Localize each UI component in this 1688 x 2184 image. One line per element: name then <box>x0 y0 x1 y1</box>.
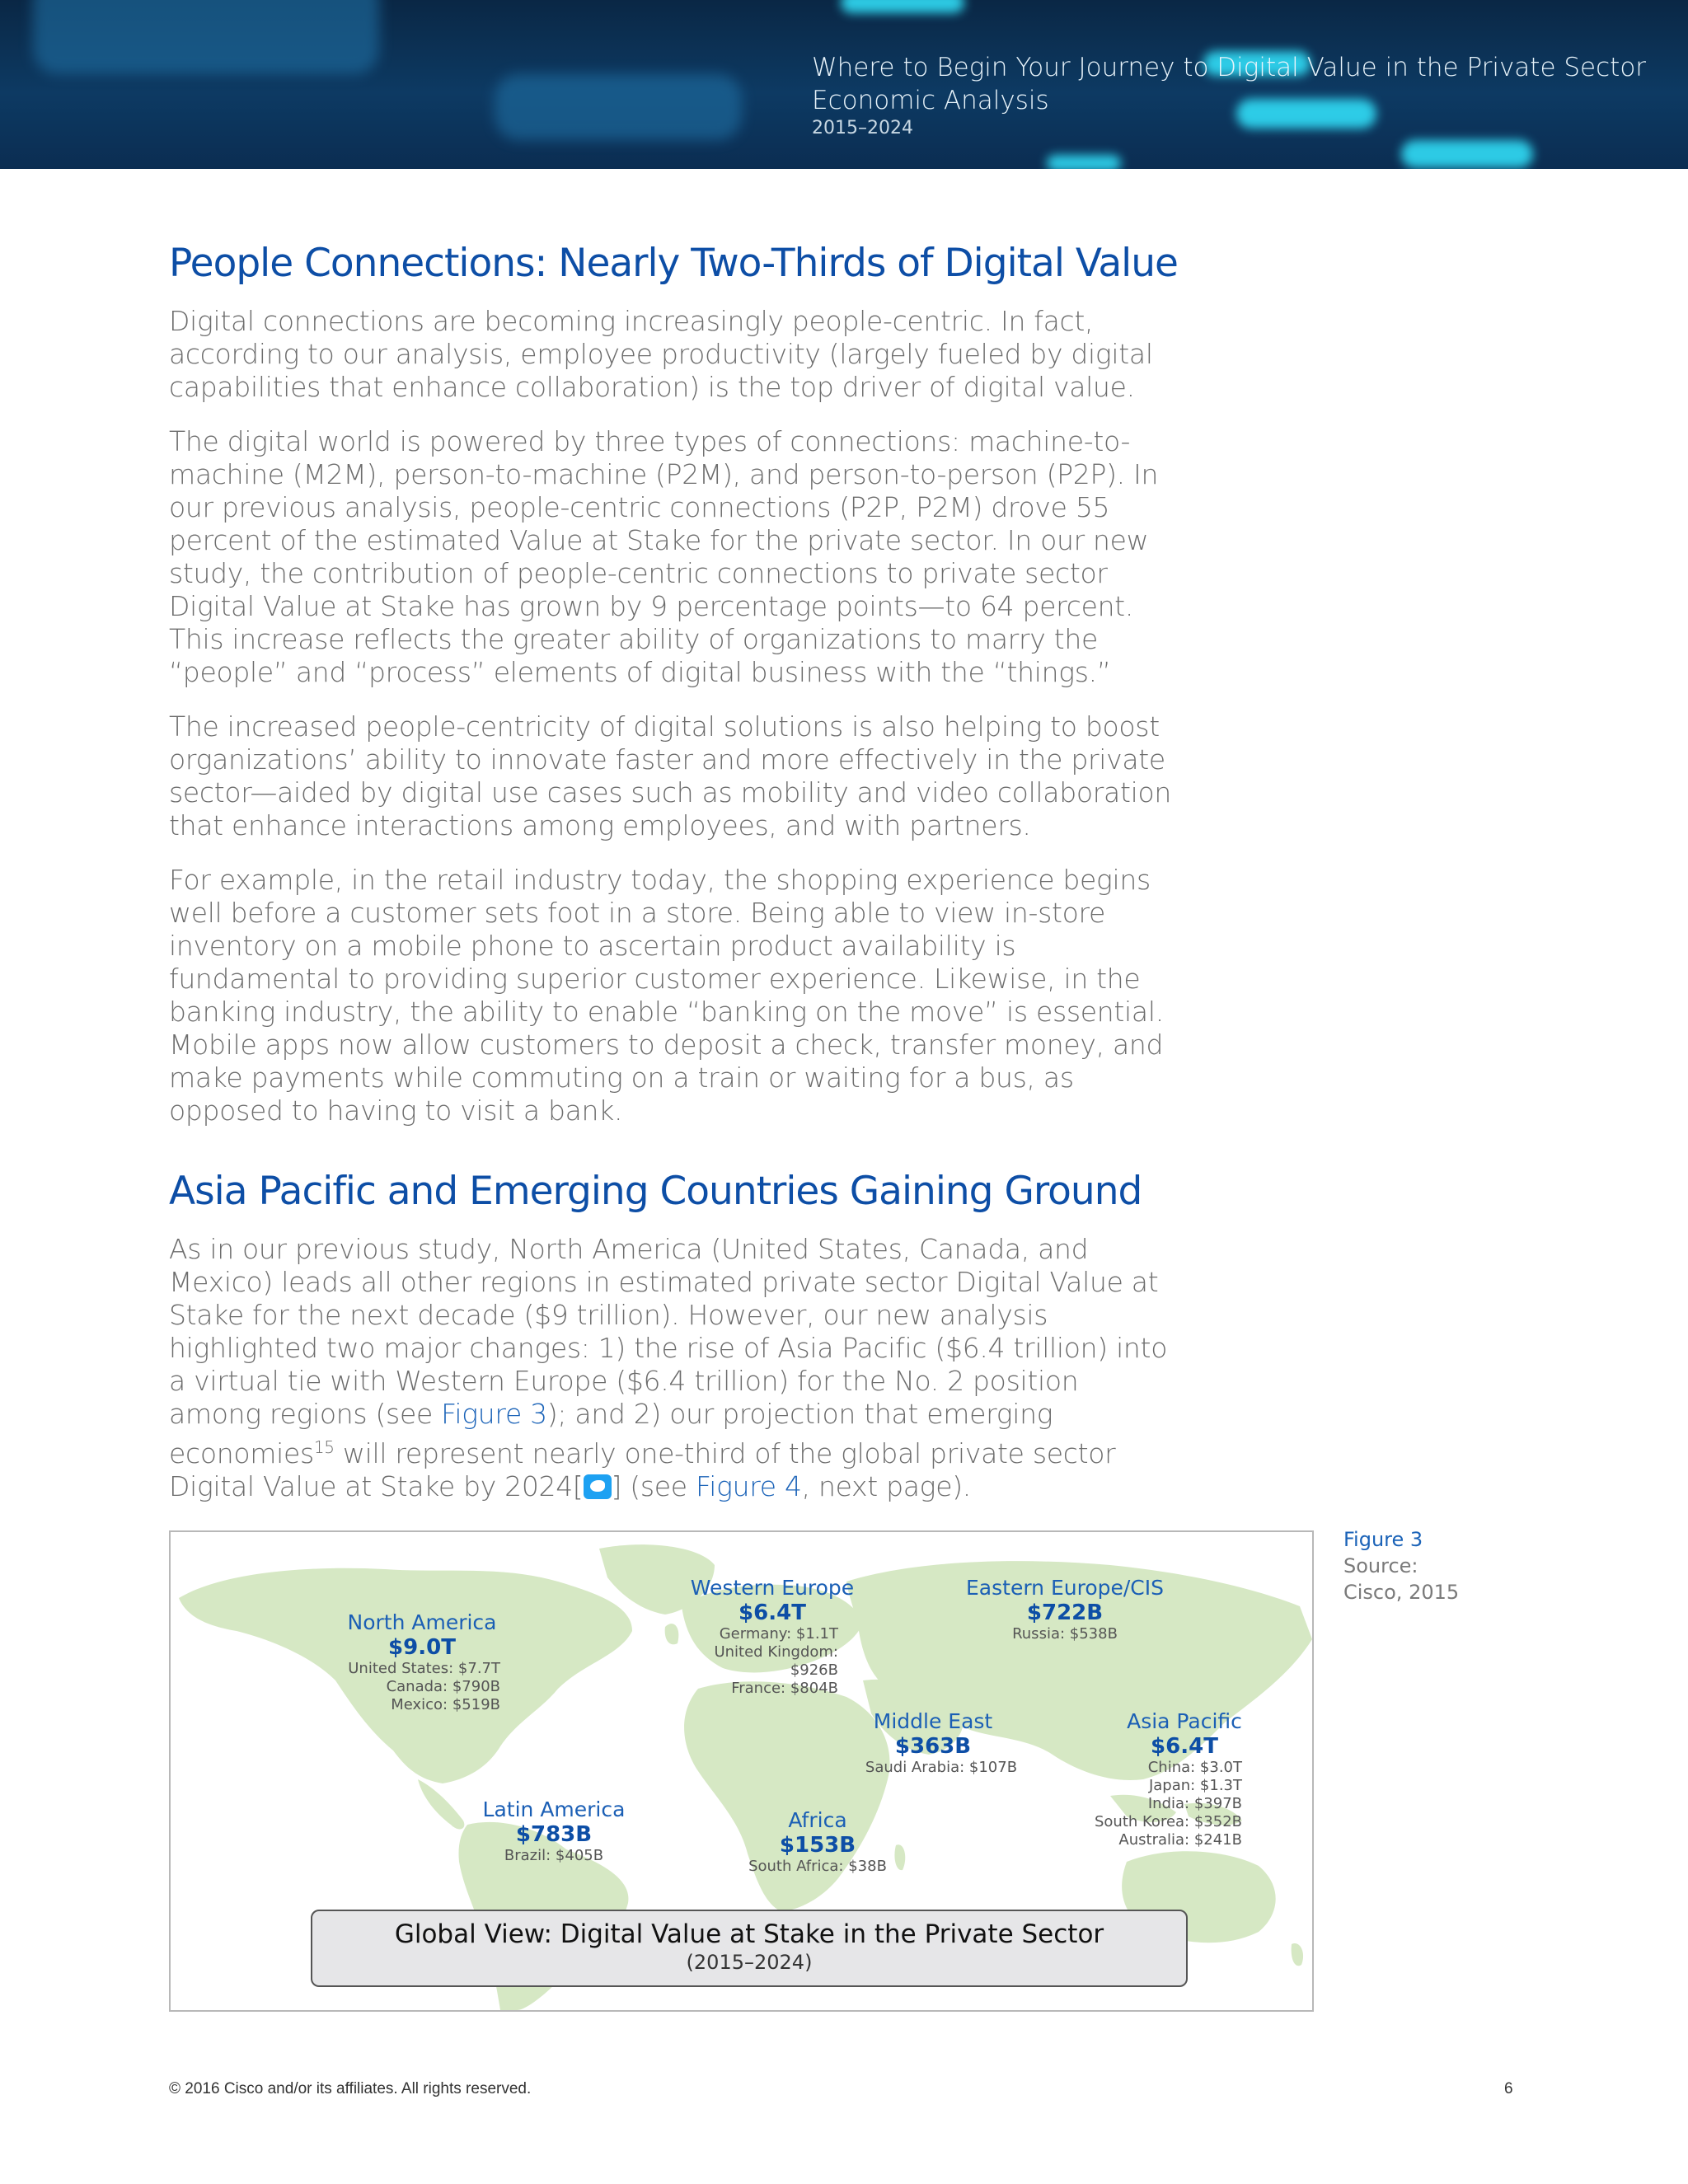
land-new-zealand <box>1292 1943 1303 1966</box>
paragraph <box>169 1233 1179 1503</box>
region-details <box>451 1847 657 1865</box>
region-eastern-europe-cis <box>958 1576 1172 1643</box>
banner-decoration <box>841 0 964 13</box>
section-heading-people-connections: People Connections: Nearly Two-Thirds of Digital Value <box>169 241 1178 286</box>
region-name: Middle East <box>873 1709 993 1733</box>
region-name: Latin America <box>482 1797 626 1821</box>
figure-source: Cisco, 2015 <box>1343 1581 1460 1604</box>
map-years: (2015–2024) <box>686 1951 813 1974</box>
twitter-icon[interactable] <box>584 1474 612 1499</box>
paragraph: The increased people-centricity of digital solutions is also helping to boost organizations’ ability to innovate faster and more effectively in the private sector—aided by digital use cases such as mobility and video collaboration that enhance interactions among employees, and with partners. <box>169 710 1171 841</box>
banner-decoration <box>1047 155 1121 169</box>
region-value: $6.4T <box>738 1601 806 1625</box>
region-details <box>715 1858 921 1876</box>
section-heading-asia-pacific: Asia Pacific and Emerging Countries Gaining Ground <box>169 1169 1142 1214</box>
region-name: Africa <box>788 1808 847 1832</box>
region-latin-america <box>451 1797 657 1865</box>
region-detail: Australia: $241B <box>1118 1831 1242 1849</box>
region-name: Eastern Europe/CIS <box>966 1576 1164 1600</box>
main-content <box>169 239 1179 1503</box>
region-value: $722B <box>1026 1601 1104 1625</box>
map-title: Global View: Digital Value at Stake in the Private Sector <box>394 1919 1104 1949</box>
paragraph-text: ); and 2) our projection that emerging economies <box>169 1398 1053 1469</box>
banner-decoration <box>33 0 379 74</box>
region-detail: Germany: $1.1T <box>719 1625 838 1643</box>
header-years: 2015–2024 <box>812 118 913 138</box>
paragraph-text: ] (see <box>611 1470 696 1502</box>
region-detail: China: $3.0T <box>1147 1759 1242 1776</box>
region-detail: Saudi Arabia: $107B <box>865 1759 1018 1776</box>
region-detail: South Africa: $38B <box>748 1858 887 1875</box>
region-detail: France: $804B <box>731 1680 838 1697</box>
region-middle-east <box>830 1709 1036 1777</box>
region-details <box>958 1625 1172 1643</box>
world-map-figure <box>169 1530 1314 2012</box>
region-detail: Brazil: $405B <box>504 1847 604 1864</box>
region-western-europe <box>665 1576 879 1698</box>
footer-copyright: © 2016 Cisco and/or its affiliates. All rights reserved. <box>169 2080 532 2097</box>
region-name: Western Europe <box>690 1576 855 1600</box>
region-detail: Canada: $790B <box>386 1678 500 1695</box>
region-detail: Russia: $538B <box>1012 1625 1118 1643</box>
region-value: $153B <box>779 1833 856 1858</box>
region-name: North America <box>347 1610 497 1634</box>
region-value: $9.0T <box>388 1635 456 1660</box>
region-value: $783B <box>515 1822 593 1847</box>
figure-caption <box>1343 1526 1459 1605</box>
region-details <box>319 1660 500 1714</box>
region-details <box>846 1759 1036 1777</box>
region-detail: United States: $7.7T <box>348 1660 500 1677</box>
paragraph-text: will represent nearly one-third of the global private sector Digital Value at Stake by 2024[ <box>169 1437 1116 1502</box>
region-africa <box>715 1808 921 1876</box>
region-value: $363B <box>894 1734 972 1759</box>
paragraph: The digital world is powered by three types of connections: machine-to-machine (M2M), person-to-machine (P2M), and person-to-person (P2P). In our previous analysis, people-centric connections (P2P, P2M) drove 55 percent of the estimated Value at Stake for the private sector. In our new study, the contribution of people-centric connections to private sector Digital Value at Stake has grown by 9 percentage points—to 64 percent. This increase reflects the greater ability of organizations to marry the “people” and “process” elements of digital business with the “things.” <box>169 425 1159 688</box>
region-asia-pacific <box>1094 1709 1275 1849</box>
banner-decoration <box>1401 140 1533 168</box>
header-title: Where to Begin Your Journey to Digital Value in the Private Sector <box>812 53 1647 82</box>
region-detail: India: $397B <box>1147 1795 1242 1812</box>
region-detail: South Korea: $352B <box>1094 1813 1242 1830</box>
figure-4-link[interactable]: Figure 4 <box>695 1470 802 1502</box>
region-details <box>665 1625 838 1698</box>
paragraph: Digital connections are becoming increasingly people-centric. In fact, according to our analysis, employee productivity (largely fueled by digital capabilities that enhance collaboration) is the top driver of digital value. <box>169 305 1153 403</box>
region-detail: United Kingdom: $926B <box>714 1643 838 1679</box>
paragraph-text: As in our previous study, North America (United States, Canada, and Mexico) leads all other regions in estimated private sector Digital Value at Stake for the next decade ($9 trillion). However, our new analysis highlighted two major changes: 1) the rise of Asia Pacific ($6.4 trillion) into a virtual tie with Western Europe ($6.4 trillion) for the No. 2 position among regions (see <box>169 1233 1168 1430</box>
header-title-block <box>812 51 1646 140</box>
figure-label: Figure 3 <box>1343 1528 1423 1551</box>
paragraph: For example, in the retail industry today, the shopping experience begins well before a customer sets foot in a store. Being able to view in-store inventory on a mobile phone to ascertain product availability is fundamental to providing superior customer experience. Likewise, in the banking industry, the ability to enable “banking on the move” is essential. Mobile apps now allow customers to deposit a check, transfer money, and make payments while commuting on a train or waiting for a bus, as opposed to having to visit a bank. <box>169 864 1164 1127</box>
figure-source-label: Source: <box>1343 1554 1418 1577</box>
header-subtitle: Economic Analysis <box>812 86 1049 115</box>
region-detail: Japan: $1.3T <box>1148 1777 1242 1794</box>
header-banner <box>0 0 1688 169</box>
region-north-america <box>319 1610 525 1714</box>
region-detail: Mexico: $519B <box>391 1696 500 1713</box>
page-number: 6 <box>1504 2080 1513 2097</box>
banner-decoration <box>495 74 742 140</box>
region-name: Asia Pacific <box>1127 1709 1242 1733</box>
map-title-box <box>311 1910 1188 1987</box>
paragraph-text: , next page). <box>801 1470 971 1502</box>
footnote-marker: 15 <box>313 1437 335 1457</box>
figure-3-link[interactable]: Figure 3 <box>441 1398 547 1430</box>
region-value: $6.4T <box>1151 1734 1218 1759</box>
region-details <box>1094 1759 1242 1849</box>
